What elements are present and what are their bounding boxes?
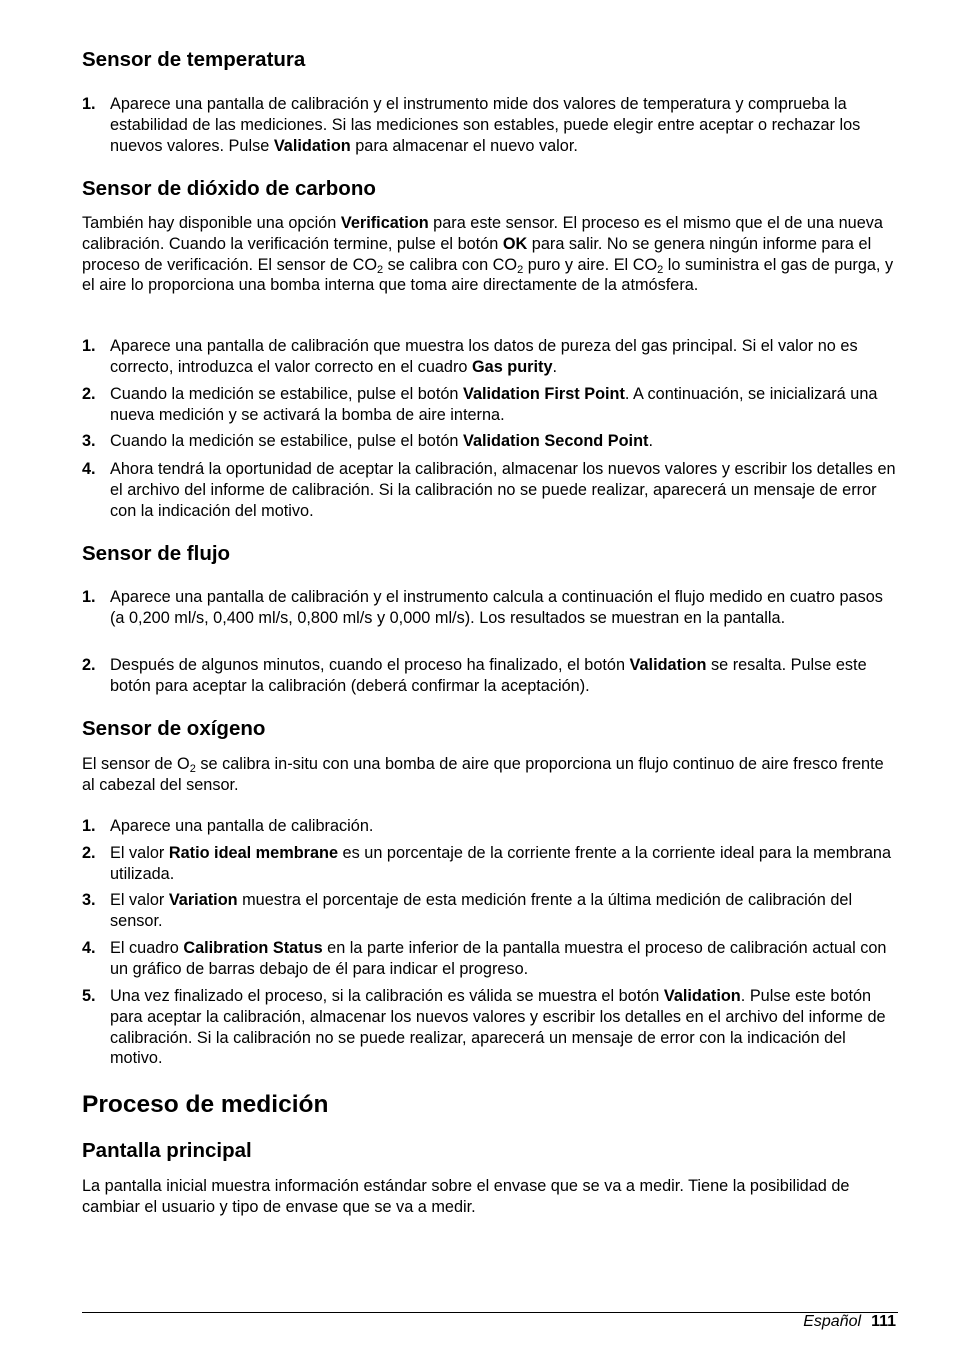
list-item: 3. El valor Variation muestra el porcentaje de esta medición frente a la última medición de calibración del sensor. (82, 891, 853, 930)
page-footer (803, 1312, 896, 1332)
list-number: 1. (82, 95, 96, 113)
heading-main-screen: Pantalla principal (82, 1139, 252, 1162)
list-item: 1. Aparece una pantalla de calibración. (82, 817, 374, 835)
list-item: 4. Ahora tendrá la oportunidad de aceptar la calibración, almacenar los nuevos valores y escribir los detalles en el archivo del informe de calibración. Si la calibración no se puede realizar, aparecerá un mensaje de error con la indicación del motivo. (82, 460, 896, 520)
footer-language: Español (803, 1313, 862, 1330)
heading-measurement-process: Proceso de medición (82, 1091, 329, 1118)
list-item: 2. El valor Ratio ideal membrane es un porcentaje de la corriente frente a la corriente ideal para la membrana utilizada. (82, 844, 892, 883)
list-item: 3. Cuando la medición se estabilice, pulse el botón Validation Second Point. (82, 432, 653, 450)
list-item: 2. Cuando la medición se estabilice, pulse el botón Validation First Point. A continuación, se inicializará una nueva medición y se activará la bomba de aire interna. (82, 385, 878, 424)
list-item: 1. Aparece una pantalla de calibración que muestra los datos de pureza del gas principal. Si el valor no es correcto, introduzca el valor correcto en el cuadro Gas purity. (82, 337, 858, 376)
main-screen-paragraph: La pantalla inicial muestra información estándar sobre el envase que se va a medir. Tiene la posibilidad de cambiar el usuario y tipo de envase que se va a medir. (82, 1177, 850, 1216)
list-item: 2. Después de algunos minutos, cuando el proceso ha finalizado, el botón Validation se resalta. Pulse este botón para aceptar la calibración (deberá confirmar la aceptación). (82, 656, 867, 695)
list-text: Aparece una pantalla de calibración y el instrumento mide dos valores de temperatura y comprueba la estabilidad de las mediciones. Si las mediciones son estables, puede elegir entre aceptar o rechazar los nuevos valores. Pulse Validation para almacenar el nuevo valor. (110, 95, 861, 155)
footer-divider (82, 1312, 898, 1313)
oxygen-intro-paragraph: El sensor de $O_2$ se calibra in-situ con una bomba de aire que proporciona un flujo continuo de aire fresco frente al cabezal del sensor. (82, 755, 884, 794)
heading-flow-sensor: Sensor de flujo (82, 542, 231, 565)
list-item (82, 94, 898, 156)
heading-oxygen-sensor: Sensor de oxígeno (82, 717, 266, 740)
heading-co2-sensor: Sensor de dióxido de carbono (82, 177, 376, 200)
list-item: 4. El cuadro Calibration Status en la parte inferior de la pantalla muestra el proceso de calibración actual con un gráfico de barras debajo de él para indicar el progreso. (82, 939, 887, 978)
page-number: 111 (871, 1313, 896, 1330)
list-item: 1. Aparece una pantalla de calibración y el instrumento calcula a continuación el flujo medido en cuatro pasos (a 0,200 ml/s, 0,400 ml/s, 0,800 ml/s y 0,000 ml/s). Los resultados se muestran en la pantalla. (82, 588, 883, 627)
heading-temperature-sensor: Sensor de temperatura (82, 48, 306, 71)
list-item: 5. Una vez finalizado el proceso, si la calibración es válida se muestra el botón Validation. Pulse este botón para aceptar la calibración, almacenar los nuevos valores y escribir los detalles en el archivo del informe de calibración. Si la calibración no se puede realizar, aparecerá un mensaje de error con la indicación del motivo. (82, 987, 886, 1068)
co2-intro-paragraph: También hay disponible una opción Verification para este sensor. El proceso es el mismo que el de una nueva calibración. Cuando la verificación termine, pulse el botón OK para salir. No se genera ningún informe para el proceso de verificación. El sensor de $CO_2$ se calibra con $CO_2$ puro y aire. El $CO_2$ lo suministra el gas de purga, y el aire lo proporciona una bomba interna que toma aire directamente de la atmósfera. (82, 214, 894, 295)
